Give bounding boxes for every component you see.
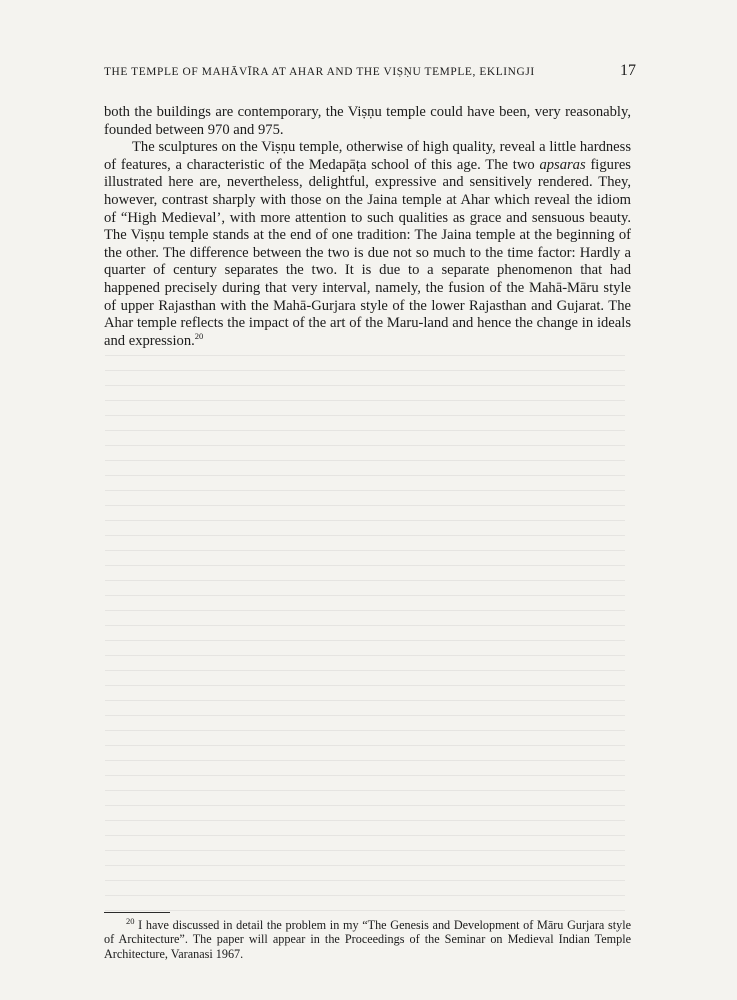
- paragraph: both the buildings are contemporary, the Viṣṇu temple could have been, very reasonably, founded between 970 and 975.: [104, 104, 631, 138]
- page-number: 17: [620, 62, 636, 79]
- paragraph-text: The sculptures on the Viṣṇu temple, otherwise of high quality, reveal a little hardness of features, a characteristic of the Medapāṭa school of this age. The two: [104, 139, 631, 173]
- italic-term: apsaras: [539, 156, 586, 173]
- running-title: THE TEMPLE OF MAHĀVĪRA AT AHAR AND THE VIṢṆU TEMPLE, EKLINGJI: [104, 66, 535, 78]
- show-through-text: [105, 355, 625, 915]
- footnote-number: 20: [126, 915, 135, 926]
- footnote-rule: [104, 912, 170, 913]
- body-text: [104, 104, 631, 350]
- running-head: [104, 62, 636, 84]
- footnote-text: I have discussed in detail the problem in my “The Genesis and Development of Māru Gurjara style of Architecture”. The paper will appear in the Proceedings of the Seminar on Medieval Indian Temple Architecture, Varanasi 1967.: [104, 918, 631, 961]
- footnote: [104, 915, 631, 961]
- paragraph: [104, 139, 631, 350]
- footnote-reference: 20: [194, 330, 204, 341]
- paragraph-text: figures illustrated here are, nevertheless, delightful, expressive and sensitively rendered. They, however, contrast sharply with those on the Jaina temple at Ahar which reveal the idiom of “High Medieval’, with more attention to such qualities as grace and sensuous beauty. The Viṣṇu temple stands at the end of one tradition: The Jaina temple at the beginning of the other. The difference between the two is due not so much to the time factor: Hardly a quarter of century separates the two. It is due to a separate phenomenon that had happened precisely during that very interval, namely, the fusion of the Mahā-Māru style of upper Rajasthan with the Mahā-Gurjara style of the lower Rajasthan and Gujarat. The Ahar temple reflects the impact of the art of the Maru-land and hence the change in ideals and expression.: [104, 156, 631, 349]
